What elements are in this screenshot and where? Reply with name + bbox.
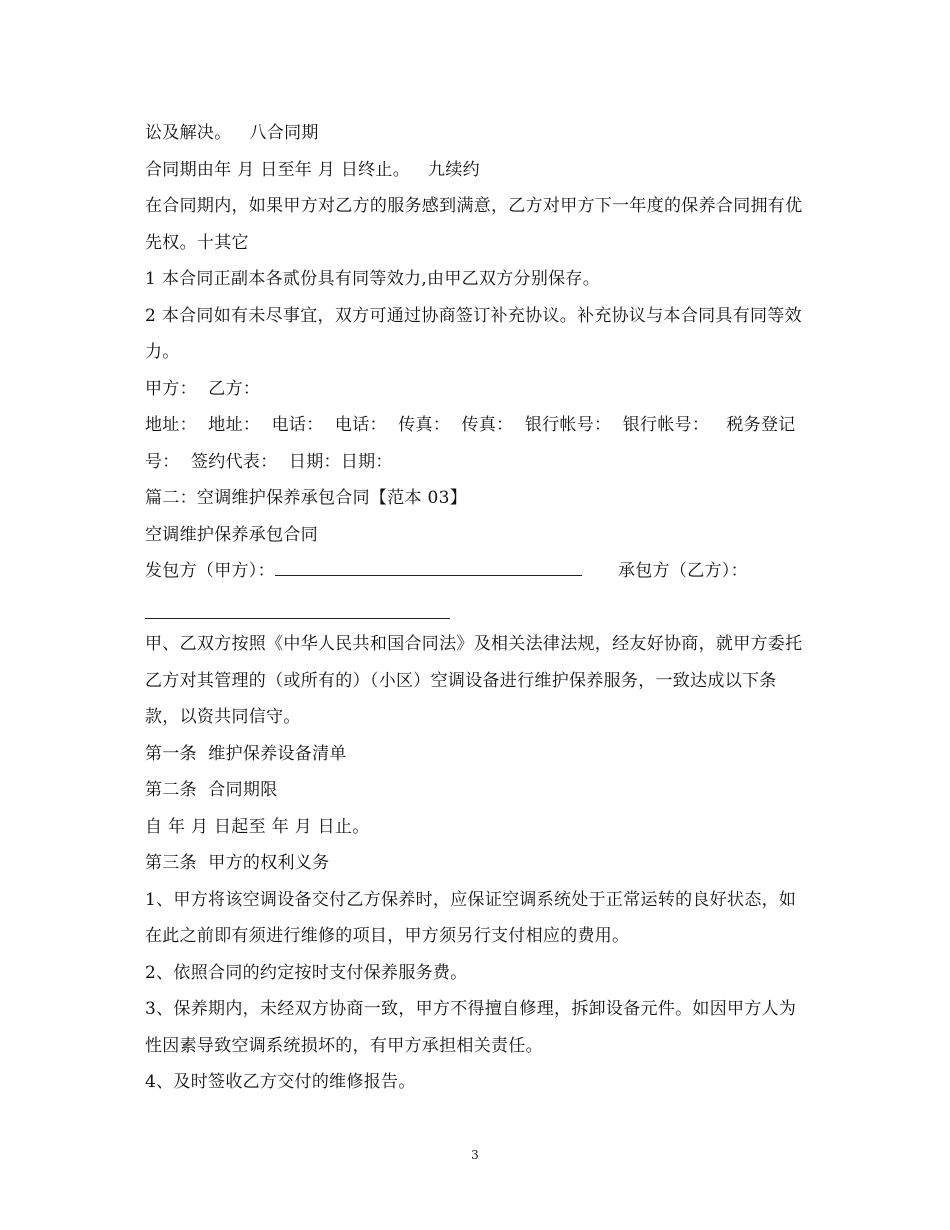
- text-term: 合同期由年 月 日至年 月 日终止。: [145, 159, 411, 180]
- paragraph-obligation-3: 3、保养期内，未经双方协商一致，甲方不得擅自修理，拆卸设备元件。如因甲方人为性因素导致空调系统损坏的，有甲方承担相关责任。: [145, 999, 797, 1056]
- paragraph-obligation-2: 2、依照合同的约定按时支付保养服务费。: [145, 962, 468, 983]
- page-number: 3: [471, 1148, 479, 1162]
- paragraph-preamble: 甲、乙双方按照《中华人民共和国合同法》及相关法律法规，经友好协商，就甲方委托乙方对其管理的（或所有的）（小区）空调设备进行维护保养服务，一致达成以下条款，以资共同信守。: [145, 634, 803, 727]
- employer-label: 发包方（甲方）：: [145, 561, 275, 581]
- paragraph-parties: 甲方： 乙方：: [145, 378, 261, 399]
- paragraph-period-dates: 自 年 月 日起至 年 月 日止。: [145, 816, 370, 837]
- paragraph-contract-term: [145, 152, 810, 189]
- paragraph-renewal: 在合同期内，如果甲方对乙方的服务感到满意，乙方对甲方下一年度的保养合同拥有优先权。十其它: [145, 196, 803, 253]
- contract-title: 空调维护保养承包合同: [145, 524, 318, 545]
- paragraph-other-1: 1 本合同正副本各贰份具有同等效力,由甲乙双方分别保存。: [145, 269, 601, 289]
- employer-label-wrap: [145, 553, 582, 590]
- section-heading-part-two: 篇二：空调维护保养承包合同【范本 03】: [145, 488, 468, 508]
- contracting-parties-row: [145, 553, 810, 590]
- paragraph-clause-eight: [145, 115, 810, 152]
- paragraph-other-2: 2 本合同如有未尽事宜，双方可通过协商签订补充协议。补充协议与本合同具有同等效力。: [145, 305, 802, 362]
- text-dispute: 讼及解决。: [145, 123, 232, 143]
- paragraph-obligation-4: 4、及时签收乙方交付的维修报告。: [145, 1072, 416, 1092]
- document-body: [145, 115, 810, 1101]
- heading-contract-period: 八合同期: [249, 123, 319, 143]
- contractor-blank-row: [145, 590, 810, 627]
- heading-renewal: 九续约: [428, 159, 480, 180]
- contractor-label: 承包方（乙方）：: [618, 561, 748, 581]
- paragraph-obligation-1: 1、甲方将该空调设备交付乙方保养时，应保证空调系统处于正常运转的良好状态，如在此之前即有须进行维修的项目，甲方须另行支付相应的费用。: [145, 889, 797, 946]
- article-three-heading: 第三条 甲方的权利义务: [145, 853, 330, 873]
- contractor-blank-line: [145, 617, 450, 619]
- employer-blank-line: [275, 574, 582, 576]
- article-one-heading: 第一条 维护保养设备清单: [145, 743, 347, 764]
- article-two-heading: 第二条 合同期限: [145, 780, 278, 800]
- paragraph-party-details: 地址： 地址： 电话： 电话： 传真： 传真： 银行帐号： 银行帐号： 税务登记号： 签约代表： 日期：日期：: [145, 415, 796, 472]
